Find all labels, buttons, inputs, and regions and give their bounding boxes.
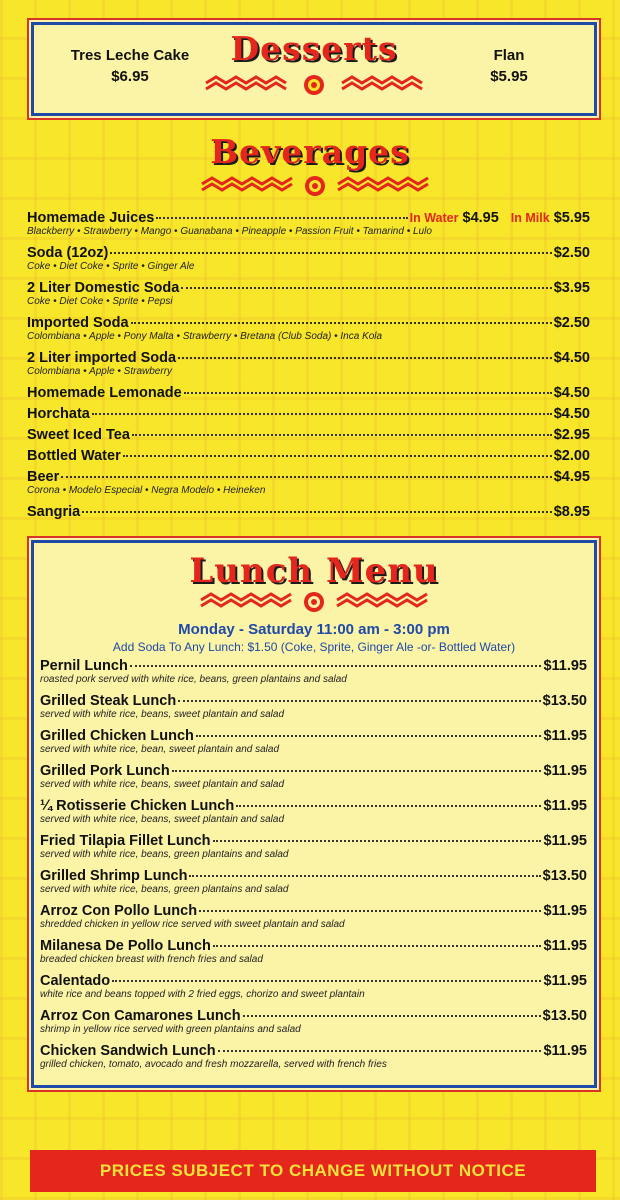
item-price: $2.95 [553,427,590,443]
list-item [40,868,587,903]
price-tag: In Milk [510,211,550,225]
item-description: Blackberry • Strawberry • Mango • Guanabana • Pineapple • Passion Fruit • Tamarind • Lulo [27,226,432,237]
dot-leader [178,700,540,702]
item-description: Colombiana • Apple • Pony Malta • Strawberry • Bretana (Club Soda) • Inca Kola [27,331,383,342]
list-item [40,973,587,1008]
item-price: $11.95 [543,938,587,954]
beverages-title: Beverages [210,132,410,171]
list-item [40,903,587,938]
item-name: Bottled Water [27,448,121,464]
item-price: $4.50 [553,385,590,401]
item-price: $3.95 [553,280,590,296]
dot-leader [172,770,542,772]
dot-leader [92,413,552,415]
item-name: Grilled Steak Lunch [40,693,177,709]
item-description: roasted pork served with white rice, beans, green plantains and salad [40,674,347,685]
prices-notice-banner: PRICES SUBJECT TO CHANGE WITHOUT NOTICE [30,1150,596,1192]
dot-leader [218,1050,542,1052]
list-item [27,210,590,245]
zigzag-ornament [204,73,424,99]
list-item [40,1043,587,1078]
item-price: $13.50 [542,693,587,709]
item-name: Grilled Chicken Lunch [40,728,194,744]
item-name: Grilled Shrimp Lunch [40,868,188,884]
list-item [27,385,590,406]
item-description: Colombiana • Apple • Strawberry [27,366,173,377]
list-item [27,448,590,469]
item-price: $11.95 [543,973,587,989]
list-item [27,504,590,525]
desserts-title: Desserts [230,29,398,68]
list-item [27,280,590,315]
item-name: Calentado [40,973,111,989]
item-description: served with white rice, bean, sweet plantain and salad [40,744,280,755]
item-description: breaded chicken breast with french fries and salad [40,954,263,965]
dot-leader [181,287,551,289]
item-description: white rice and beans topped with 2 fried eggs, chorizo and sweet plantain [40,989,365,1000]
item-description: served with white rice, beans, sweet plantain and salad [40,709,285,720]
zigzag-ornament [200,174,430,200]
dot-leader [243,1015,541,1017]
list-item [40,693,587,728]
dessert-right-name: Flan [493,47,525,64]
item-name: Sweet Iced Tea [27,427,130,443]
item-price: $4.50 [553,406,590,422]
dot-leader [189,875,540,877]
dessert-right [454,45,564,87]
item-price: $11.95 [543,833,587,849]
list-item [40,938,587,973]
item-name: Homemade Lemonade [27,385,182,401]
dot-leader [130,665,542,667]
item-description: Corona • Modelo Especial • Negra Modelo • Heineken [27,485,266,496]
item-description: grilled chicken, tomato, avocado and fresh mozzarella, served with french fries [40,1059,387,1070]
item-description: Coke • Diet Coke • Sprite • Ginger Ale [27,261,195,272]
dot-leader [178,357,552,359]
item-price: $2.50 [553,315,590,331]
dot-leader [61,476,551,478]
item-price: $11.95 [543,1043,587,1059]
list-item [27,469,590,504]
dot-leader [156,217,407,219]
item-price: $4.95 [462,210,499,226]
item-description: served with white rice, beans, sweet plantain and salad [40,814,285,825]
list-item [27,315,590,350]
item-name: Beer [27,469,60,485]
item-price: $4.95 [553,469,590,485]
list-item [40,763,587,798]
dot-leader [213,840,542,842]
item-price: $13.50 [542,868,587,884]
item-description: shrimp in yellow rice served with green plantains and salad [40,1024,301,1035]
item-name: Soda (12oz) [27,245,109,261]
list-item [27,245,590,280]
list-item [27,350,590,385]
item-name: 2 Liter Domestic Soda [27,280,180,296]
item-price: $11.95 [543,728,587,744]
item-price: $2.00 [553,448,590,464]
dessert-right-price: $5.95 [490,68,528,85]
item-price: $11.95 [543,798,587,814]
item-name: Sangria [27,504,81,520]
item-description: served with white rice, beans, sweet plantain and salad [40,779,285,790]
item-name: Fried Tilapia Fillet Lunch [40,833,211,849]
item-name: Milanesa De Pollo Lunch [40,938,211,954]
item-price: $2.50 [553,245,590,261]
lunch-title: Lunch Menu [189,551,439,591]
item-name: ¼ Rotisserie Chicken Lunch [40,798,235,814]
item-price: $4.50 [553,350,590,366]
item-price: $11.95 [543,658,587,674]
lunch-hours: Monday - Saturday 11:00 am - 3:00 pm [178,621,450,638]
dot-leader [236,805,541,807]
lunch-note: Add Soda To Any Lunch: $1.50 (Coke, Sprite, Ginger Ale -or- Bottled Water) [112,640,516,654]
dessert-left-name: Tres Leche Cake [70,47,190,64]
item-name: Grilled Pork Lunch [40,763,170,779]
item-price: $8.95 [553,504,590,520]
list-item [27,406,590,427]
list-item [40,833,587,868]
dot-leader [82,511,552,513]
desserts-box [31,22,597,116]
item-name: Chicken Sandwich Lunch [40,1043,216,1059]
dessert-left-price: $6.95 [111,68,149,85]
item-description: served with white rice, beans, green plantains and salad [40,884,289,895]
item-description: shredded chicken in yellow rice served with sweet plantain and salad [40,919,345,930]
dot-leader [199,910,541,912]
item-name: Imported Soda [27,315,129,331]
item-name: Pernil Lunch [40,658,128,674]
item-price: $11.95 [543,903,587,919]
price-tag: In Water [409,211,459,225]
zigzag-ornament [199,590,429,616]
item-name: Arroz Con Pollo Lunch [40,903,198,919]
dot-leader [131,322,552,324]
list-item [40,658,587,693]
dot-leader [110,252,551,254]
item-name: 2 Liter imported Soda [27,350,177,366]
dot-leader [123,455,552,457]
dot-leader [213,945,542,947]
item-price: $5.95 [553,210,590,226]
item-description: served with white rice, beans, green plantains and salad [40,849,289,860]
item-name: Arroz Con Camarones Lunch [40,1008,241,1024]
item-price: $11.95 [543,763,587,779]
item-price: $13.50 [542,1008,587,1024]
item-name: Homemade Juices [27,210,155,226]
list-item [40,728,587,763]
dot-leader [196,735,542,737]
list-item [27,427,590,448]
dessert-left [60,45,200,87]
dot-leader [184,392,552,394]
list-item [40,798,587,833]
dot-leader [112,980,541,982]
item-description: Coke • Diet Coke • Sprite • Pepsi [27,296,173,307]
item-name: Horchata [27,406,90,422]
beverages-list [27,210,590,525]
dot-leader [132,434,552,436]
list-item [40,1008,587,1043]
lunch-list [40,658,587,1078]
